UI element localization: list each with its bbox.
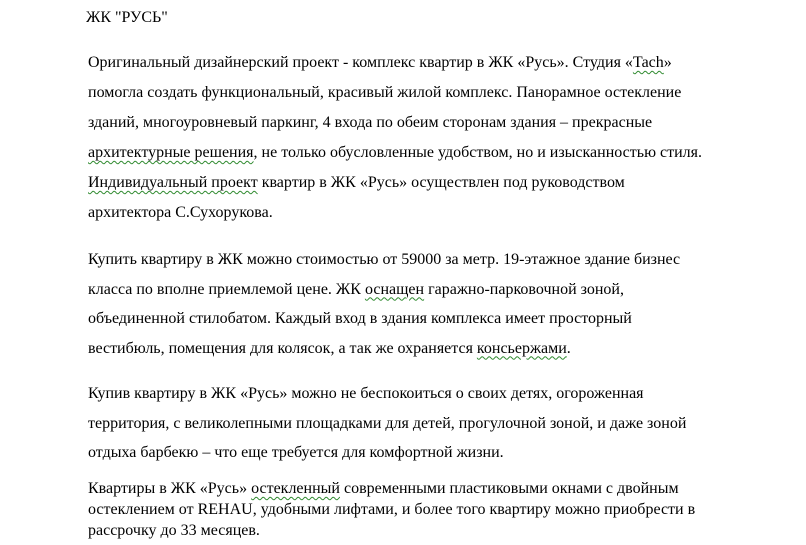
spellcheck-flagged-text: консьержами	[476, 339, 567, 357]
text-run: современными пластиковыми окнами с двойным	[339, 480, 679, 497]
spellcheck-flagged-text: архитектурные решения	[88, 144, 254, 161]
paragraph-3-line	[88, 443, 504, 463]
spellcheck-flagged-text: Tach	[632, 54, 664, 71]
text-run: .	[566, 339, 571, 357]
text-run: рассрочку до 33 месяцев.	[88, 522, 260, 539]
spellcheck-flagged-text: Индивидуальный проект	[88, 174, 258, 191]
text-run: архитектора С.Сухорукова.	[88, 204, 273, 221]
text-run: гаражно-парковочной зоной,	[424, 280, 624, 298]
paragraph-1-line	[88, 143, 702, 163]
text-run: Оригинальный дизайнерский проект - комплекс квартир в ЖК «Русь». Студия «	[88, 54, 633, 71]
text-run: класса по вполне приемлемой цене. ЖК	[88, 280, 365, 298]
paragraph-4-line	[88, 500, 695, 520]
text-run: Купить квартиру в ЖК можно стоимостью от 59000 за метр. 19-этажное здание бизнес	[88, 251, 681, 268]
paragraph-4-line	[88, 479, 679, 499]
text-run: Квартиры в ЖК «Русь»	[88, 480, 252, 497]
text-run: квартир в ЖК «Русь» осуществлен под руководством	[257, 174, 625, 191]
spellcheck-flagged-text: остекленный	[251, 480, 340, 497]
document-title: ЖК "РУСЬ"	[86, 9, 168, 26]
paragraph-4-line	[88, 521, 260, 541]
text-run: вестибюль, помещения для колясок, а так же охраняется	[88, 339, 477, 357]
text-run: территория, с великолепными площадками для детей, прогулочной зоной, и даже зоной	[88, 414, 687, 432]
paragraph-1-line	[88, 83, 681, 103]
paragraph-2-line	[88, 250, 680, 270]
paragraph-1-line	[88, 53, 672, 73]
text-run: зданий, многоуровневый паркинг, 4 входа по обеим сторонам здания – прекрасные	[88, 114, 653, 131]
paragraph-3-line	[88, 414, 686, 434]
text-run: остеклением от REHAU, удобными лифтами, и более того квартиру можно приобрести в	[88, 501, 696, 518]
text-run: объединенной стилобатом. Каждый вход в здания комплекса имеет просторный	[88, 310, 632, 327]
paragraph-2-line	[88, 339, 571, 359]
paragraph-2-line	[88, 309, 632, 329]
text-run: помогла создать функциональный, красивый жилой комплекс. Панорамное остекление	[88, 84, 682, 101]
paragraph-2-line	[88, 280, 624, 300]
paragraph-3-line	[88, 384, 644, 404]
paragraph-1-line	[88, 113, 652, 133]
spellcheck-flagged-text: оснащен	[364, 280, 425, 298]
paragraph-1-line	[88, 173, 625, 193]
text-run: , не только обусловленные удобством, но и изысканностью стиля.	[253, 144, 703, 161]
text-run: Купив квартиру в ЖК «Русь» можно не беспокоиться о своих детях, огороженная	[88, 385, 644, 402]
text-run: »	[663, 54, 672, 71]
text-run: отдыха барбекю – что еще требуется для комфортной жизни.	[88, 444, 504, 461]
paragraph-1-line	[88, 203, 273, 223]
